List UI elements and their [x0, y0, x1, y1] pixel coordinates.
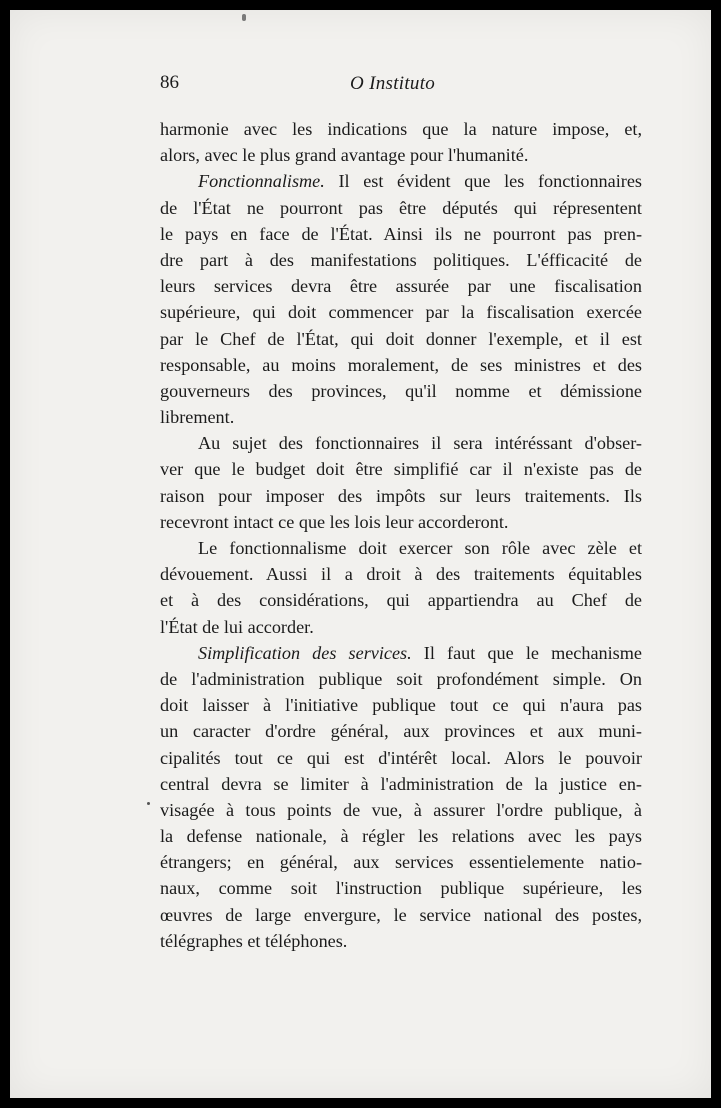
- text-line: recevront intact ce que les lois leur accorderont.: [160, 511, 509, 532]
- text-line: et à des considérations, qui appartiendra au Chef de: [160, 590, 642, 611]
- text-line: [160, 168, 642, 194]
- text-line: leurs services devra être assurée par une fiscalisation: [160, 276, 642, 297]
- book-page: [10, 10, 711, 1098]
- text-line: librement.: [160, 407, 235, 428]
- body-text: [160, 116, 642, 954]
- text-line: responsable, au moins moralement, de ses ministres et des: [160, 354, 642, 375]
- paragraph: [160, 116, 642, 168]
- text-line: la defense nationale, à régler les relations avec les pays: [160, 826, 642, 847]
- paragraph: [160, 535, 642, 640]
- text-line: Au sujet des fonctionnaires il sera intéréssant d'obser-: [198, 433, 642, 454]
- text-line: télégraphes et téléphones.: [160, 930, 348, 951]
- page-header: [160, 72, 644, 100]
- paragraph: [160, 430, 642, 535]
- text-line: cipalités tout ce qui est d'intérêt local. Alors le pouvoir: [160, 747, 642, 768]
- text-line: dévouement. Aussi il a droit à des traitements équitables: [160, 564, 642, 585]
- text-line: gouverneurs des provinces, qu'il nomme et démissione: [160, 380, 642, 401]
- text-line: ver que le budget doit être simplifié car il n'existe pas de: [160, 459, 642, 480]
- ink-speck: [147, 802, 150, 805]
- running-head: O Instituto: [350, 73, 436, 94]
- text-line: doit laisser à l'initiative publique tout ce qui n'aura pas: [160, 695, 642, 716]
- text-line: raison pour imposer des impôts sur leurs traitements. Ils: [160, 485, 642, 506]
- text-line: central devra se limiter à l'administration de la justice en-: [160, 773, 642, 794]
- text-line: Le fonctionnalisme doit exercer son rôle avec zèle et: [198, 538, 642, 558]
- section-lead: Fonctionnalisme.: [198, 171, 325, 192]
- text-line: étrangers; en général, aux services essentielemente natio-: [160, 852, 642, 873]
- section-lead: Simplification des services.: [198, 642, 412, 663]
- text-line: [160, 640, 642, 666]
- text-line: œuvres de large envergure, le service national des postes,: [160, 904, 642, 925]
- text-line: supérieure, qui doit commencer par la fiscalisation exercée: [160, 302, 642, 323]
- paragraph: [160, 168, 642, 430]
- text-fragment: Il faut que le mechanisme: [411, 642, 642, 663]
- ink-speck: [242, 14, 246, 21]
- text-line: un caracter d'ordre général, aux provinces et aux muni-: [160, 721, 642, 742]
- text-line: le pays en face de l'État. Ainsi ils ne pourront pas pren-: [160, 223, 642, 244]
- text-line: de l'administration publique soit profondément simple. On: [160, 668, 642, 689]
- text-fragment: Il est évident que les fonctionnaires: [324, 171, 642, 192]
- text-line: par le Chef de l'État, qui doit donner l'exemple, et il est: [160, 328, 642, 349]
- text-line: l'État de lui accorder.: [160, 616, 314, 637]
- text-line: naux, comme soit l'instruction publique supérieure, les: [160, 878, 642, 899]
- paragraph: [160, 640, 642, 954]
- text-line: alors, avec le plus grand avantage pour l'humanité.: [160, 145, 529, 166]
- text-line: visagée à tous points de vue, à assurer l'ordre publique, à: [160, 799, 642, 820]
- text-line: dre part à des manifestations politiques. L'éfficacité de: [160, 249, 642, 270]
- text-line: harmonie avec les indications que la nature impose, et,: [160, 119, 642, 139]
- page-number: 86: [160, 72, 179, 93]
- text-line: de l'État ne pourront pas être députés qui répresentent: [160, 197, 642, 218]
